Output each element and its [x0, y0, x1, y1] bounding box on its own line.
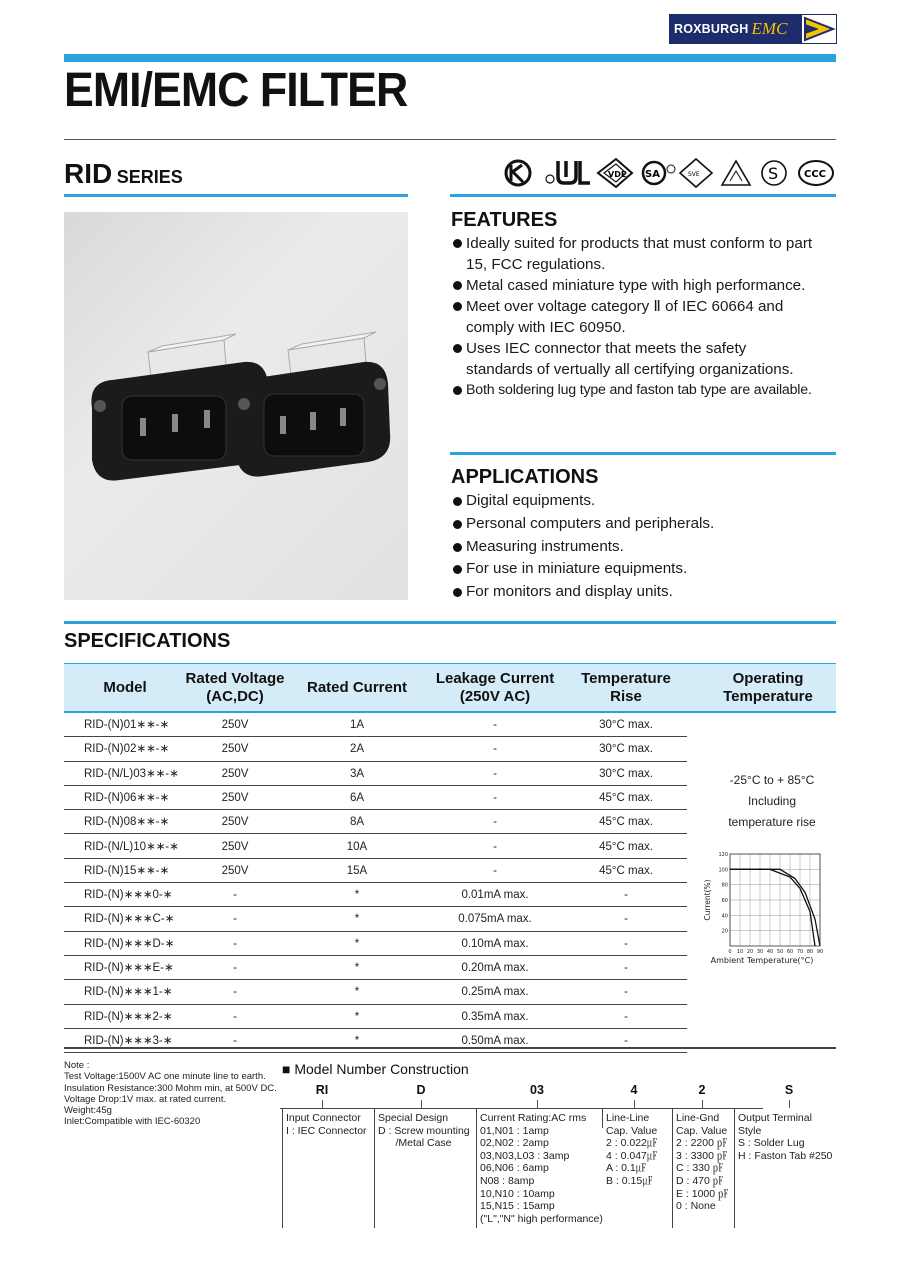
row-current: 10A — [346, 840, 368, 853]
chart-y-tick-label: 80 — [721, 882, 728, 889]
construction-line: 4 : 0.047㎌ — [606, 1149, 658, 1162]
row-temp-rise: 45°C max. — [599, 864, 653, 877]
row-leakage: - — [493, 840, 497, 853]
features-list — [452, 233, 837, 401]
row-current: 15A — [346, 864, 368, 877]
row-voltage: 250V — [221, 840, 249, 853]
row-temp-rise: 30°C max. — [599, 743, 653, 756]
code-tick — [421, 1100, 422, 1108]
construction-line: Cap. Value — [676, 1124, 728, 1137]
column-divider — [672, 1108, 673, 1228]
row-voltage: 250V — [221, 791, 249, 804]
row-current: * — [354, 913, 360, 926]
construction-line: Line-Gnd — [676, 1112, 720, 1124]
model-construction-column — [480, 1112, 603, 1225]
row-leakage: 0.10mA max. — [461, 937, 529, 950]
row-model: RID-(N)∗∗∗E-∗ — [84, 962, 174, 974]
spec-table-row — [64, 956, 687, 980]
row-model: RID-(N)∗∗∗3-∗ — [84, 1034, 173, 1047]
series-suffix: SERIES — [116, 167, 183, 187]
construction-line: 2 : 0.022㎌ — [606, 1137, 658, 1150]
row-leakage: - — [493, 864, 497, 877]
chart-y-tick-label: 60 — [721, 898, 728, 904]
feature-line: Ideally suited for products that must conform to part — [466, 235, 813, 252]
chart-x-tick-label: 60 — [786, 949, 794, 955]
title-divider — [64, 139, 836, 140]
header-voltage-line: Rated Voltage — [185, 670, 285, 687]
construction-line: D : 470 ㎊ — [676, 1174, 724, 1187]
row-current: * — [354, 1010, 360, 1023]
chart-x-tick-label: 40 — [766, 949, 774, 955]
row-temp-rise: - — [624, 986, 628, 999]
construction-line: H : Faston Tab #250 — [738, 1149, 833, 1162]
spec-table-row — [64, 883, 687, 907]
feature-line: standards of vertually all certifying organizations. — [466, 361, 794, 378]
operating-temperature — [706, 770, 838, 833]
row-voltage: - — [233, 913, 237, 926]
construction-line: Input Connector — [286, 1112, 361, 1124]
code-tick — [702, 1100, 703, 1108]
svg-text:CCC: CCC — [804, 169, 827, 180]
row-model: RID-(N/L)10∗∗-∗ — [84, 840, 179, 853]
header-operating-line: Operating — [732, 670, 804, 687]
code-line-line-cap: 4 — [630, 1083, 638, 1097]
row-leakage: - — [493, 767, 497, 780]
feature-line: Metal cased miniature type with high performance. — [466, 277, 806, 294]
spec-table-row — [64, 762, 687, 786]
code-input-connector: RI — [315, 1083, 329, 1097]
row-temp-rise: - — [624, 937, 628, 950]
feature-line: 15, FCC regulations. — [466, 256, 606, 273]
row-model: RID-(N)∗∗∗0-∗ — [84, 889, 173, 902]
chart-x-tick-label: 20 — [746, 949, 754, 955]
applications-rule — [450, 452, 836, 455]
header-operating-line: Temperature — [723, 688, 813, 705]
chart-x-tick-label: 90 — [816, 949, 824, 955]
chart-y-label: Current(%) — [703, 879, 712, 921]
specifications-rule — [64, 621, 836, 624]
s-mark-icon — [762, 161, 786, 185]
filter-unit-right-icon — [235, 332, 390, 477]
brand-arrow-icon — [802, 15, 836, 43]
svg-text:SVE: SVE — [688, 171, 700, 178]
row-model: RID-(N)∗∗∗C-∗ — [84, 913, 175, 926]
row-voltage: - — [233, 889, 237, 902]
column-divider — [374, 1108, 375, 1228]
derating-chart — [700, 850, 836, 970]
row-current: * — [354, 986, 360, 999]
header-temp-rise — [570, 664, 682, 712]
column-divider — [476, 1108, 477, 1228]
csa-icon — [643, 162, 675, 184]
notes — [64, 1060, 277, 1128]
row-temp-rise: 30°C max. — [599, 719, 653, 731]
row-temp-rise: - — [624, 1034, 628, 1047]
row-voltage: - — [233, 962, 237, 974]
construction-line: 03,N03,L03 : 3amp — [480, 1149, 570, 1162]
row-current: 2A — [349, 743, 365, 756]
construction-line: I : IEC Connector — [286, 1124, 367, 1137]
header-model: Model — [103, 679, 147, 696]
spec-table-row — [64, 1029, 687, 1053]
row-current: 6A — [349, 791, 365, 804]
row-leakage: 0.075mA max. — [458, 913, 532, 926]
code-tick — [322, 1100, 323, 1108]
row-current: 8A — [349, 816, 365, 829]
demko-triangle-icon — [722, 161, 750, 185]
construction-line: D : Screw mounting — [378, 1124, 470, 1137]
row-current: 1A — [349, 719, 365, 731]
row-voltage: 250V — [221, 816, 249, 829]
construction-line: Special Design — [378, 1112, 449, 1124]
row-temp-rise: 30°C max. — [599, 767, 653, 780]
spec-table-row — [64, 835, 687, 859]
series-name: RID — [64, 158, 113, 189]
semko-icon — [680, 159, 712, 187]
header-leakage-line: Leakage Current — [435, 670, 555, 687]
series-underline — [64, 194, 408, 197]
code-current-rating: 03 — [530, 1083, 544, 1097]
svg-text:S: S — [768, 164, 779, 183]
model-construction-column — [378, 1112, 470, 1150]
feature-line: Meet over voltage category Ⅱ of IEC 60664 and — [466, 298, 784, 315]
applications-list — [452, 490, 837, 604]
code-tick — [789, 1100, 790, 1108]
spec-table-bottom-rule — [64, 1047, 836, 1049]
operating-temp-range: -25°C to + 85°C — [729, 773, 815, 787]
construction-line: 06,N06 : 6amp — [480, 1162, 549, 1175]
operating-temp-note: Including — [747, 794, 797, 808]
feature-line: Uses IEC connector that meets the safety — [466, 340, 747, 357]
construction-line: /Metal Case — [378, 1137, 452, 1150]
row-model: RID-(N)02∗∗-∗ — [84, 743, 170, 756]
column-divider — [602, 1108, 603, 1128]
construction-line: 10,N10 : 10amp — [480, 1187, 555, 1200]
model-construction-column — [606, 1112, 657, 1188]
row-current: * — [354, 962, 360, 974]
spec-table-row — [64, 737, 687, 761]
row-model: RID-(N)∗∗∗2-∗ — [84, 1010, 173, 1023]
chart-y-tick-label: 120 — [718, 852, 728, 858]
construction-line: N08 : 8amp — [480, 1174, 535, 1187]
row-current: 3A — [349, 767, 365, 780]
chart-series-line — [730, 869, 820, 946]
spec-table-row — [64, 713, 687, 737]
header-temp-rise-line: Temperature — [581, 670, 671, 687]
construction-line: B : 0.15㎌ — [606, 1174, 653, 1187]
application-item: Digital equipments. — [452, 490, 837, 513]
row-model: RID-(N)15∗∗-∗ — [84, 864, 170, 877]
header-temp-rise-line: Rise — [610, 688, 642, 705]
row-leakage: - — [493, 743, 497, 756]
certification-marks — [498, 155, 838, 193]
header-leakage — [420, 664, 570, 712]
feature-line: comply with IEC 60950. — [466, 319, 626, 336]
row-leakage: 0.20mA max. — [461, 962, 529, 974]
construction-line: 01,N01 : 1amp — [480, 1124, 549, 1137]
code-output-terminal: S — [784, 1083, 794, 1097]
spec-table-row — [64, 932, 687, 956]
chart-x-tick-label: 70 — [796, 949, 804, 955]
code-line-gnd-cap: 2 — [698, 1083, 706, 1097]
row-current: * — [354, 937, 360, 950]
model-construction-title-text: Model Number Construction — [294, 1061, 469, 1077]
row-leakage: - — [493, 816, 497, 829]
model-construction-hline — [280, 1108, 763, 1109]
header-voltage — [176, 664, 294, 712]
construction-line: Line-Line — [606, 1112, 650, 1124]
header-leakage-line: (250V AC) — [459, 688, 531, 705]
note-line: Weight:45g — [64, 1105, 112, 1117]
operating-temp-note: temperature rise — [728, 815, 816, 829]
construction-line: ("L","N" high performance) — [480, 1212, 603, 1225]
spec-table-row — [64, 980, 687, 1004]
row-leakage: 0.50mA max. — [461, 1034, 529, 1047]
code-tick — [537, 1100, 538, 1108]
row-voltage: 250V — [221, 767, 249, 780]
ccc-icon — [799, 161, 833, 185]
note-line: Insulation Resistance:300 Mohm min, at 500V DC. — [64, 1082, 277, 1094]
construction-line: 2 : 2200 ㎊ — [676, 1137, 728, 1150]
row-leakage: 0.35mA max. — [461, 1010, 529, 1023]
chart-x-tick-label: 30 — [756, 949, 764, 955]
chart-series-line — [730, 869, 815, 946]
note-line: Note : — [64, 1060, 90, 1071]
certs-underline — [450, 194, 836, 197]
code-special-design: D — [416, 1083, 426, 1097]
model-construction-column — [676, 1112, 729, 1213]
chart-x-tick-label: 0 — [728, 949, 732, 955]
row-temp-rise: 45°C max. — [599, 840, 653, 853]
feature-line: Both soldering lug type and faston tab type are available. — [466, 382, 812, 398]
cul-icon — [546, 161, 590, 183]
applications-heading: APPLICATIONS — [451, 466, 599, 488]
construction-line: C : 330 ㎊ — [676, 1162, 724, 1175]
row-model: RID-(N)∗∗∗D-∗ — [84, 937, 175, 950]
row-leakage: 0.25mA max. — [461, 986, 529, 999]
chart-y-tick-label: 100 — [718, 867, 728, 874]
chart-x-label: Ambient Temperature(°C) — [710, 956, 814, 965]
construction-line: 3 : 3300 ㎊ — [676, 1149, 728, 1162]
construction-line: Output Terminal — [738, 1112, 812, 1124]
spec-table-row — [64, 1005, 687, 1029]
row-temp-rise: - — [624, 1010, 628, 1023]
row-voltage: 250V — [221, 719, 249, 731]
spec-table-row — [64, 810, 687, 834]
row-temp-rise: 45°C max. — [599, 816, 653, 829]
note-line: Voltage Drop:1V max. at rated current. — [64, 1093, 227, 1105]
feature-item — [452, 380, 837, 401]
chart-x-tick-label: 50 — [776, 949, 784, 955]
chart-x-tick-label: 10 — [736, 949, 744, 955]
construction-line: 0 : None — [676, 1200, 716, 1213]
construction-line: Current Rating:AC rms — [480, 1112, 587, 1124]
feature-item — [452, 233, 837, 275]
construction-line: 15,N15 : 15amp — [480, 1200, 555, 1213]
construction-line: Cap. Value — [606, 1124, 658, 1137]
construction-line: S : Solder Lug — [738, 1137, 805, 1150]
row-voltage: - — [233, 1034, 237, 1047]
row-model: RID-(N)08∗∗-∗ — [84, 816, 170, 829]
header-current: Rated Current — [306, 679, 407, 696]
construction-line: E : 1000 ㎊ — [676, 1187, 729, 1200]
chart-y-tick-label: 20 — [721, 928, 728, 935]
header-voltage-line: (AC,DC) — [206, 688, 264, 705]
construction-line: A : 0.1㎌ — [606, 1162, 647, 1175]
chart-y-tick-label: 40 — [721, 913, 728, 920]
row-current: * — [354, 889, 360, 902]
vde-icon — [598, 159, 632, 187]
spec-table-header — [64, 663, 836, 713]
series-heading — [64, 158, 183, 190]
spec-table-row — [64, 786, 687, 810]
row-model: RID-(N)01∗∗-∗ — [84, 719, 170, 731]
model-construction-column — [738, 1112, 832, 1162]
row-model: RID-(N)06∗∗-∗ — [84, 791, 170, 804]
specifications-title: SPECIFICATIONS — [64, 630, 231, 652]
brand-wordmark — [670, 15, 802, 43]
row-voltage: 250V — [221, 864, 249, 877]
row-current: * — [354, 1034, 360, 1047]
row-leakage: - — [493, 719, 497, 731]
row-leakage: - — [493, 791, 497, 804]
chart-x-tick-label: 80 — [806, 949, 814, 955]
spec-table-row — [64, 907, 687, 931]
feature-item — [452, 275, 837, 296]
application-item: Measuring instruments. — [452, 536, 837, 559]
column-divider — [282, 1108, 283, 1228]
row-temp-rise: 45°C max. — [599, 791, 653, 804]
row-voltage: - — [233, 986, 237, 999]
code-tick — [634, 1100, 635, 1108]
row-voltage: - — [233, 1010, 237, 1023]
header-operating — [700, 664, 836, 712]
product-photo — [64, 212, 408, 600]
row-voltage: - — [233, 937, 237, 950]
feature-item — [452, 296, 837, 338]
feature-item — [452, 338, 837, 380]
row-temp-rise: - — [624, 913, 628, 926]
row-temp-rise: - — [624, 889, 628, 902]
note-line: Test Voltage:1500V AC one minute line to earth. — [64, 1071, 266, 1083]
application-item: Personal computers and peripherals. — [452, 513, 837, 536]
row-leakage: 0.01mA max. — [461, 889, 529, 902]
header-accent-bar — [64, 54, 836, 62]
svg-text:SA: SA — [645, 169, 660, 180]
brand-word-roxburgh: ROXBURGH — [674, 22, 749, 36]
brand-word-emc: EMC — [751, 19, 788, 38]
construction-line: Style — [738, 1124, 762, 1137]
row-voltage: 250V — [221, 743, 249, 756]
features-heading: FEATURES — [451, 209, 558, 231]
model-construction-title: ■ Model Number Construction — [282, 1061, 469, 1077]
ul-recognized-icon — [506, 161, 530, 185]
application-item: For monitors and display units. — [452, 581, 837, 604]
brand-logo — [669, 14, 837, 44]
svg-text:VDE: VDE — [608, 170, 627, 179]
page-title: EMI/EMC FILTER — [64, 64, 408, 117]
row-model: RID-(N/L)03∗∗-∗ — [84, 767, 179, 780]
row-model: RID-(N)∗∗∗1-∗ — [84, 986, 173, 999]
row-temp-rise: - — [624, 962, 628, 974]
note-line: Inlet:Compatible with IEC-60320 — [64, 1116, 201, 1128]
application-item: For use in miniature equipments. — [452, 558, 837, 581]
spec-table-row — [64, 859, 687, 883]
construction-line: 02,N02 : 2amp — [480, 1137, 549, 1150]
column-divider — [734, 1108, 735, 1228]
model-construction-column — [286, 1112, 367, 1137]
